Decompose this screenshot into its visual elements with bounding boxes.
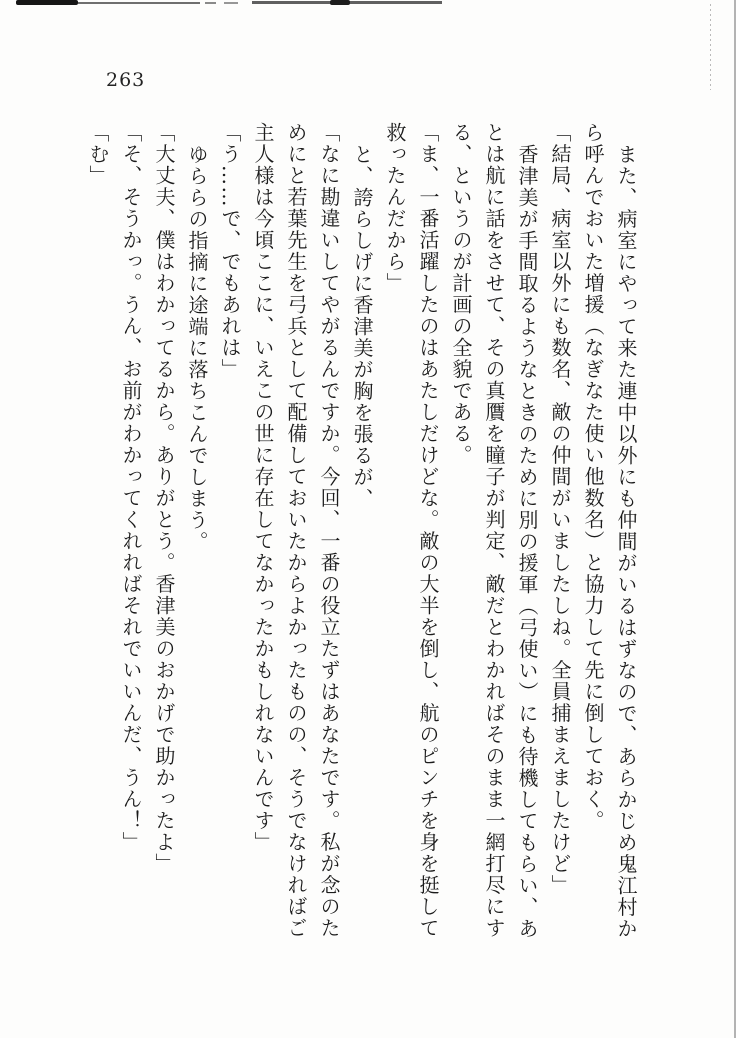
paragraph: ゆららの指摘に途端に落ちこんでしまう。 xyxy=(185,143,209,552)
paragraph: 「う……で、でもあれは」 xyxy=(218,122,242,380)
paragraph: 香津美が手間取るようなときのために別の援軍（弓使い）にも待機してもらい、あとは航に話をさせて、その真贋を瞳子が判定、敵だとわかればそのまま一網打尽にする、というのが計画の全貌である。 xyxy=(449,122,539,939)
scan-artifact-top-3 xyxy=(205,2,216,4)
paragraph: 「なに勘違いしてやがるんですか。今回、一番の役立たずはあなたです。私が念のためにと若葉先生を弓兵として配備しておいたからよかったものの、そうでなければご主人様は今頃ここに、いえこの世に存在してなかったかもしれないんです」 xyxy=(251,122,341,939)
paragraph: また、病室にやって来た連中以外にも仲間がいるはずなので、あらかじめ鬼江村から呼んでおいた増援（なぎなた使い他数名）と協力して先に倒しておく。 xyxy=(581,122,638,939)
paragraph: 「結局、病室以外にも数名、敵の仲間がいましたしね。全員捕まえましたけど」 xyxy=(548,122,572,896)
paragraph: 「大丈夫、僕はわかってるから。ありがとう。香津美のおかげで助かったよ」 xyxy=(152,122,176,875)
paragraph: 「ま、一番活躍したのはあたしだけどな。敵の大半を倒し、航のピンチを身を挺して救ったんだから」 xyxy=(383,122,440,939)
page-number: 263 xyxy=(106,69,146,91)
paragraph: 「そ、そうかっ。うん、お前がわかってくれればそれでいいんだ、うん！」 xyxy=(119,122,143,853)
scan-artifact-top-4 xyxy=(224,2,238,4)
scan-artifact-top-1 xyxy=(16,0,78,5)
scan-artifact-top-6 xyxy=(330,0,350,5)
scan-artifact-top-2 xyxy=(78,2,200,4)
paragraph: 「む」 xyxy=(86,122,110,187)
scan-fold-dotted-line xyxy=(710,4,711,90)
novel-text-block xyxy=(81,122,642,954)
paragraph: と、誇らしげに香津美が胸を張るが、 xyxy=(350,143,374,509)
